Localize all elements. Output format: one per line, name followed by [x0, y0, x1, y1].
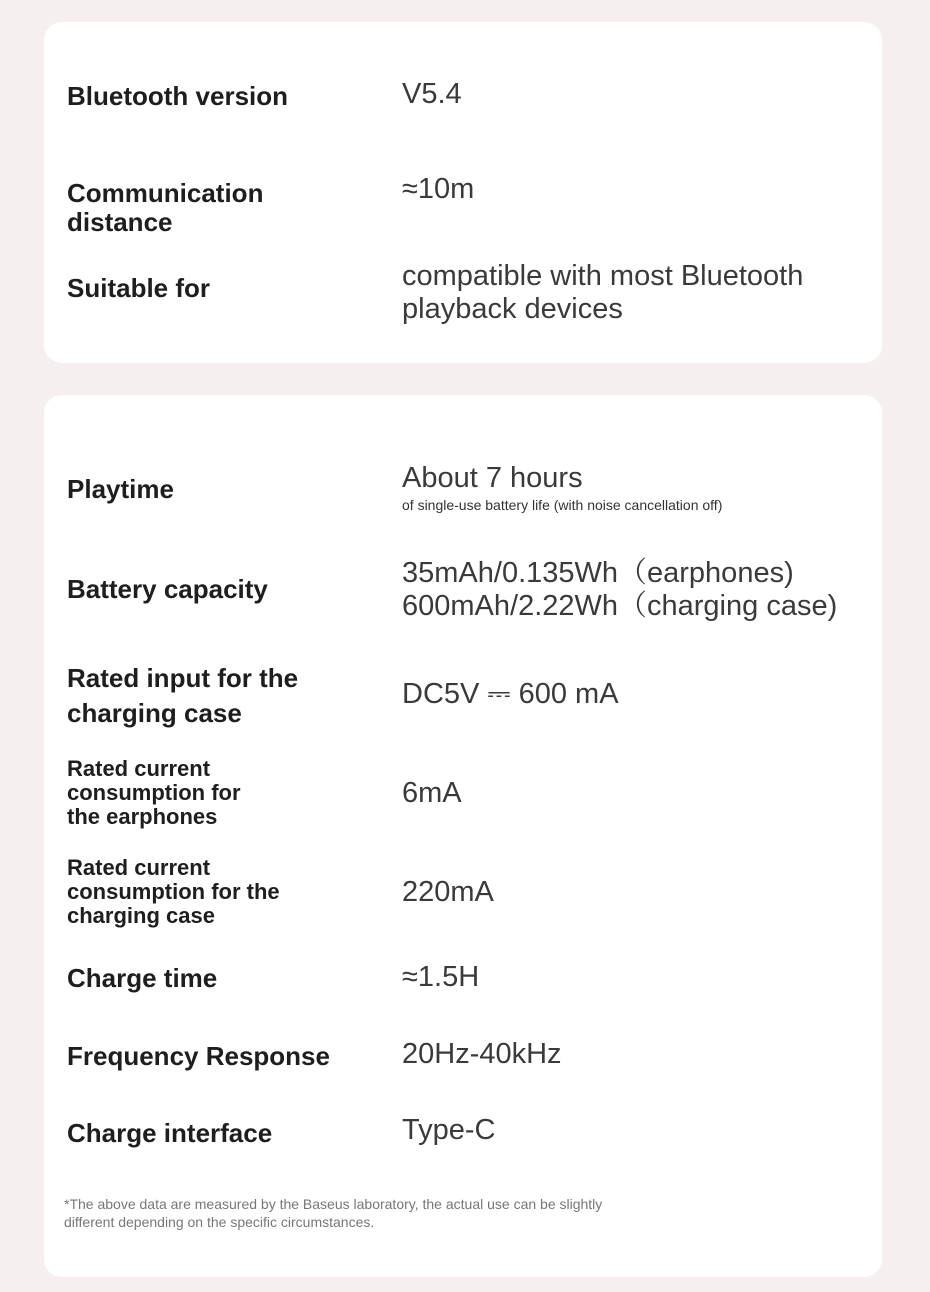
battery-case: 600mAh/2.22Wh（charging case) — [402, 590, 838, 623]
value-playtime — [402, 462, 722, 514]
value-charge-interface: Type-C — [402, 1114, 496, 1146]
spec-card-connectivity — [44, 22, 882, 363]
spec-card-battery — [44, 395, 882, 1277]
label-suitable-for: Suitable for — [67, 273, 211, 303]
value-bluetooth-version: V5.4 — [402, 78, 462, 110]
label-charge-interface: Charge interface — [67, 1118, 273, 1148]
label-playtime: Playtime — [67, 474, 174, 504]
label-frequency-response: Frequency Response — [67, 1041, 330, 1071]
value-suitable-for: compatible with most Bluetooth playback devices — [402, 260, 804, 326]
label-current-earphones: Rated current consumption for the earphones — [67, 756, 241, 830]
value-charge-time: ≈1.5H — [402, 961, 480, 993]
value-frequency-response: 20Hz-40kHz — [402, 1038, 562, 1070]
label-battery-capacity: Battery capacity — [67, 574, 268, 604]
label-rated-input: Rated input for the charging case — [67, 663, 299, 729]
battery-earphones: 35mAh/0.135Wh（earphones) — [402, 557, 794, 589]
value-playtime-main: About 7 hours — [402, 462, 583, 494]
value-battery-capacity — [402, 557, 837, 624]
value-current-earphones: 6mA — [402, 777, 462, 809]
label-bluetooth-version: Bluetooth version — [67, 81, 289, 111]
playtime-note: of single-use battery life (with noise cancellation off) — [402, 497, 723, 514]
label-charge-time: Charge time — [67, 963, 218, 993]
value-communication-distance: ≈10m — [402, 173, 475, 205]
footnote: *The above data are measured by the Baseus laboratory, the actual use can be slightly different depending on the specific circumstances. — [64, 1196, 603, 1231]
value-current-case: 220mA — [402, 876, 494, 908]
label-communication-distance: Communication distance — [67, 178, 264, 238]
label-current-case: Rated current consumption for the charging case — [67, 855, 280, 929]
value-rated-input: DC5V ⎓ 600 mA — [402, 678, 619, 710]
